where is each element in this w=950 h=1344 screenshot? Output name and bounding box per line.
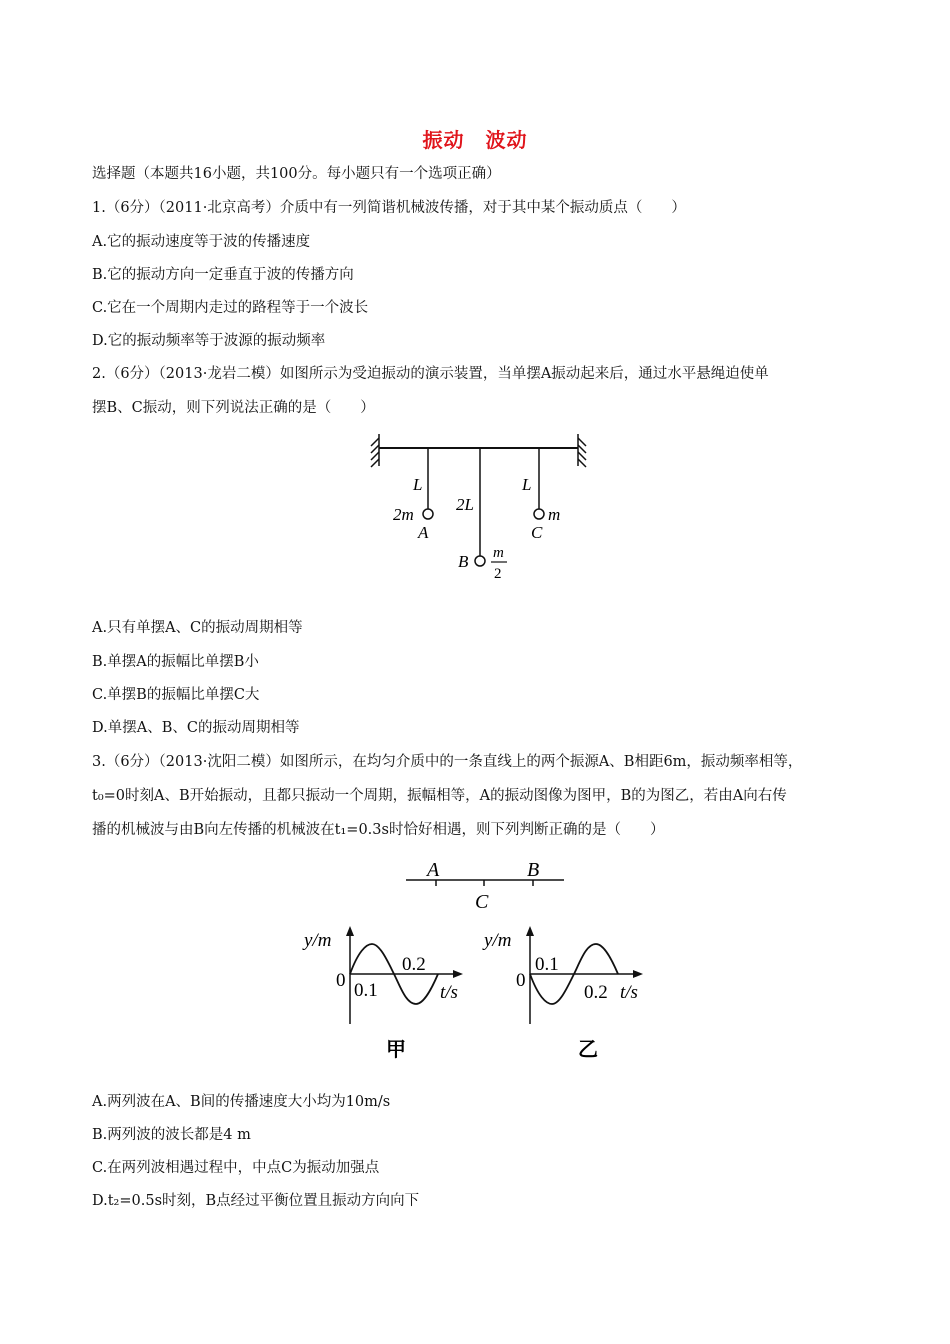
y-axis-arrow: [346, 926, 354, 936]
q1-stem: 1.（6分）（2011·北京高考）介质中有一列简谐机械波传播，对于其中某个振动质点（ ）: [92, 200, 686, 216]
q3-option-b: B.两列波的波长都是4 m: [92, 1127, 251, 1143]
q3-option-c: C.在两列波相遇过程中，中点C为振动加强点: [92, 1160, 380, 1176]
bob-c: [534, 509, 544, 519]
label-length-c: L: [522, 475, 532, 494]
label-name-a: A: [418, 523, 429, 542]
label-midpoint-c: C: [475, 891, 489, 913]
right-wall-hatch: [578, 434, 586, 467]
vibration-graph-jia: [300, 922, 480, 1062]
y-axis-label: y/m: [484, 930, 512, 951]
caption-yi: 乙: [578, 1039, 598, 1061]
pendulum-figure: [360, 428, 600, 588]
bob-b: [475, 556, 485, 566]
left-wall-hatch: [371, 434, 379, 467]
x-axis-arrow: [633, 970, 643, 978]
x-axis-arrow: [453, 970, 463, 978]
source-line-figure: [400, 852, 570, 916]
tick-label-0-1: 0.1: [535, 954, 559, 975]
label-name-b: B: [458, 552, 469, 571]
tick-label-0-2: 0.2: [584, 982, 608, 1003]
tick-label-0-1: 0.1: [354, 980, 378, 1001]
q1-option-a: A.它的振动速度等于波的传播速度: [92, 234, 311, 250]
caption-jia: 甲: [386, 1039, 406, 1061]
x-axis-label: t/s: [440, 982, 458, 1003]
y-axis-arrow: [526, 926, 534, 936]
label-mass-c: m: [548, 505, 561, 524]
q1-option-b: B.它的振动方向一定垂直于波的传播方向: [92, 267, 354, 283]
q2-stem-line2: 摆B、C振动，则下列说法正确的是（ ）: [92, 400, 375, 416]
x-axis-label: t/s: [620, 982, 638, 1003]
label-source-b: B: [527, 859, 540, 881]
tick-label-0-2: 0.2: [402, 954, 426, 975]
q2-option-c: C.单摆B的振幅比单摆C大: [92, 687, 260, 703]
vibration-graph-yi: [480, 922, 660, 1062]
q3-option-d: D.t₂=0.5s时刻，B点经过平衡位置且振动方向向下: [92, 1193, 420, 1209]
y-axis-label: y/m: [304, 930, 332, 951]
label-source-a: A: [427, 859, 440, 881]
origin-label: 0: [516, 970, 526, 991]
q2-option-b: B.单摆A的振幅比单摆B小: [92, 654, 259, 670]
q3-stem-line2: t₀=0时刻A、B开始振动，且都只振动一个周期，振幅相等，A的振动图像为图甲，B的为图乙，若由A向右传: [92, 788, 787, 804]
label-mass-b-numerator: m: [493, 545, 504, 561]
label-mass-b-denominator: 2: [494, 566, 502, 582]
label-length-a: L: [413, 475, 423, 494]
q2-option-d: D.单摆A、B、C的振动周期相等: [92, 720, 300, 736]
label-name-c: C: [531, 523, 543, 542]
q3-stem-line1: 3.（6分）（2013·沈阳二模）如图所示，在均匀介质中的一条直线上的两个振源A、B相距6m，振动频率相等，: [92, 754, 803, 770]
page-title: 振动 波动: [422, 128, 528, 152]
q2-stem-line1: 2.（6分）（2013·龙岩二模）如图所示为受迫振动的演示装置，当单摆A振动起来后，通过水平悬绳迫使单: [92, 366, 769, 382]
q3-stem-line3: 播的机械波与由B向左传播的机械波在t₁=0.3s时恰好相遇，则下列判断正确的是（ ）: [92, 822, 665, 838]
q3-option-a: A.两列波在A、B间的传播速度大小均为10m/s: [92, 1094, 391, 1110]
section-header: 选择题（本题共16小题，共100分。每小题只有一个选项正确）: [92, 166, 501, 182]
q1-option-c: C.它在一个周期内走过的路程等于一个波长: [92, 300, 369, 316]
origin-label: 0: [336, 970, 346, 991]
label-length-b: 2L: [456, 495, 474, 514]
q1-option-d: D.它的振动频率等于波源的振动频率: [92, 333, 326, 349]
label-mass-a: 2m: [393, 505, 414, 524]
q2-option-a: A.只有单摆A、C的振动周期相等: [92, 620, 303, 636]
bob-a: [423, 509, 433, 519]
